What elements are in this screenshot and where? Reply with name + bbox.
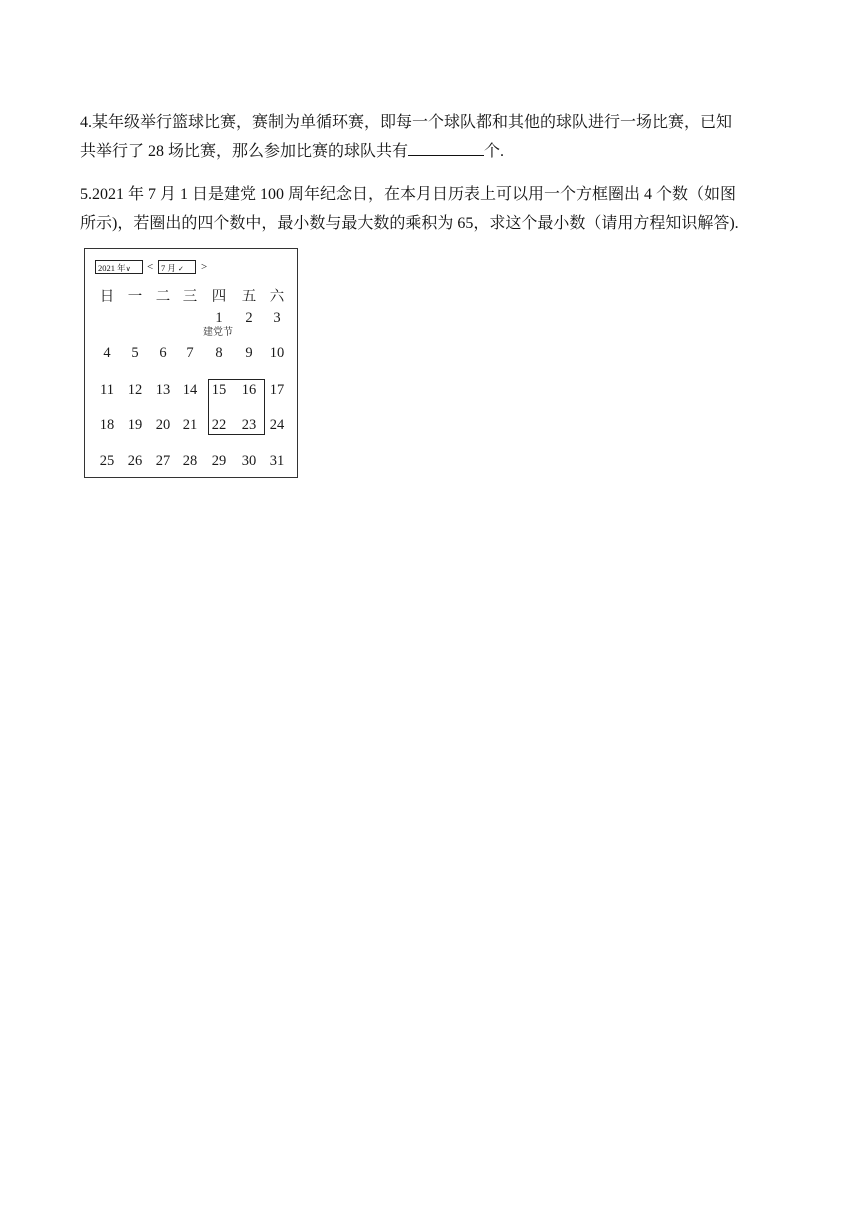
weekday-header: 六 [269,289,285,305]
answer-blank[interactable] [408,137,484,156]
calendar-day[interactable]: 10 [269,345,285,361]
calendar-figure [84,248,298,478]
calendar-day[interactable]: 16 [241,382,257,398]
calendar-day[interactable]: 30 [241,453,257,469]
calendar-day[interactable]: 12 [127,382,143,398]
question-text: 2021 年 7 月 1 日是建党 100 周年纪念日，在本月日历表上可以用一个方框圈出 4 个数（如图 [92,186,737,203]
calendar-day[interactable]: 25 [99,453,115,469]
calendar-day[interactable]: 18 [99,417,115,433]
weekday-header: 三 [182,289,198,305]
calendar-day[interactable]: 5 [131,345,139,361]
weekday-header: 日 [99,289,115,305]
calendar-day[interactable]: 24 [269,417,285,433]
calendar-day[interactable]: 27 [155,453,171,469]
weekday-header: 一 [127,289,143,305]
calendar-day[interactable]: 29 [211,453,227,469]
calendar-day[interactable]: 6 [159,345,167,361]
calendar-day[interactable]: 15 [211,382,227,398]
next-month-arrow[interactable]: > [201,261,208,273]
question-5 [80,180,792,238]
calendar-day[interactable]: 28 [182,453,198,469]
question-4 [80,108,792,166]
holiday-label: 建党节 [203,327,233,338]
calendar-day[interactable]: 2 [245,310,253,326]
calendar-day[interactable]: 31 [269,453,285,469]
calendar-day[interactable]: 19 [127,417,143,433]
calendar-day[interactable]: 11 [100,382,114,398]
calendar-day[interactable]: 20 [155,417,171,433]
question-text: 某年级举行篮球比赛，赛制为单循环赛，即每一个球队都和其他的球队进行一场比赛，已知 [92,114,733,131]
year-select[interactable] [95,260,143,274]
weekday-header: 二 [155,289,171,305]
calendar-day[interactable]: 9 [245,345,253,361]
calendar-day[interactable]: 23 [241,417,257,433]
calendar-day[interactable]: 8 [215,345,223,361]
calendar-day[interactable]: 22 [211,417,227,433]
selection-box [208,379,265,435]
month-select-value: 7 月 [161,263,176,273]
question-number: 5. [80,186,92,203]
question-text: 个. [484,143,505,160]
weekday-header: 五 [241,289,257,305]
question-number: 4. [80,114,92,131]
calendar-day[interactable]: 4 [103,345,111,361]
calendar-day[interactable]: 1 [215,310,223,326]
calendar-day[interactable]: 7 [186,345,194,361]
question-text: 所示)，若圈出的四个数中，最小数与最大数的乘积为 65，求这个最小数（请用方程知识解答). [80,215,739,232]
calendar-day[interactable]: 13 [155,382,171,398]
question-text: 共举行了 28 场比赛，那么参加比赛的球队共有 [80,143,409,160]
calendar-day[interactable]: 26 [127,453,143,469]
calendar-day[interactable]: 21 [182,417,198,433]
calendar-day[interactable]: 14 [182,382,198,398]
calendar-day[interactable]: 17 [269,382,285,398]
chevron-down-icon: ∨ [125,265,131,273]
calendar-day[interactable]: 3 [273,310,281,326]
weekday-header: 四 [211,289,227,305]
month-select[interactable] [158,260,196,274]
year-select-value: 2021 年 [98,263,126,273]
prev-month-arrow[interactable]: < [147,261,154,273]
chevron-down-icon: ✓ [178,265,184,273]
